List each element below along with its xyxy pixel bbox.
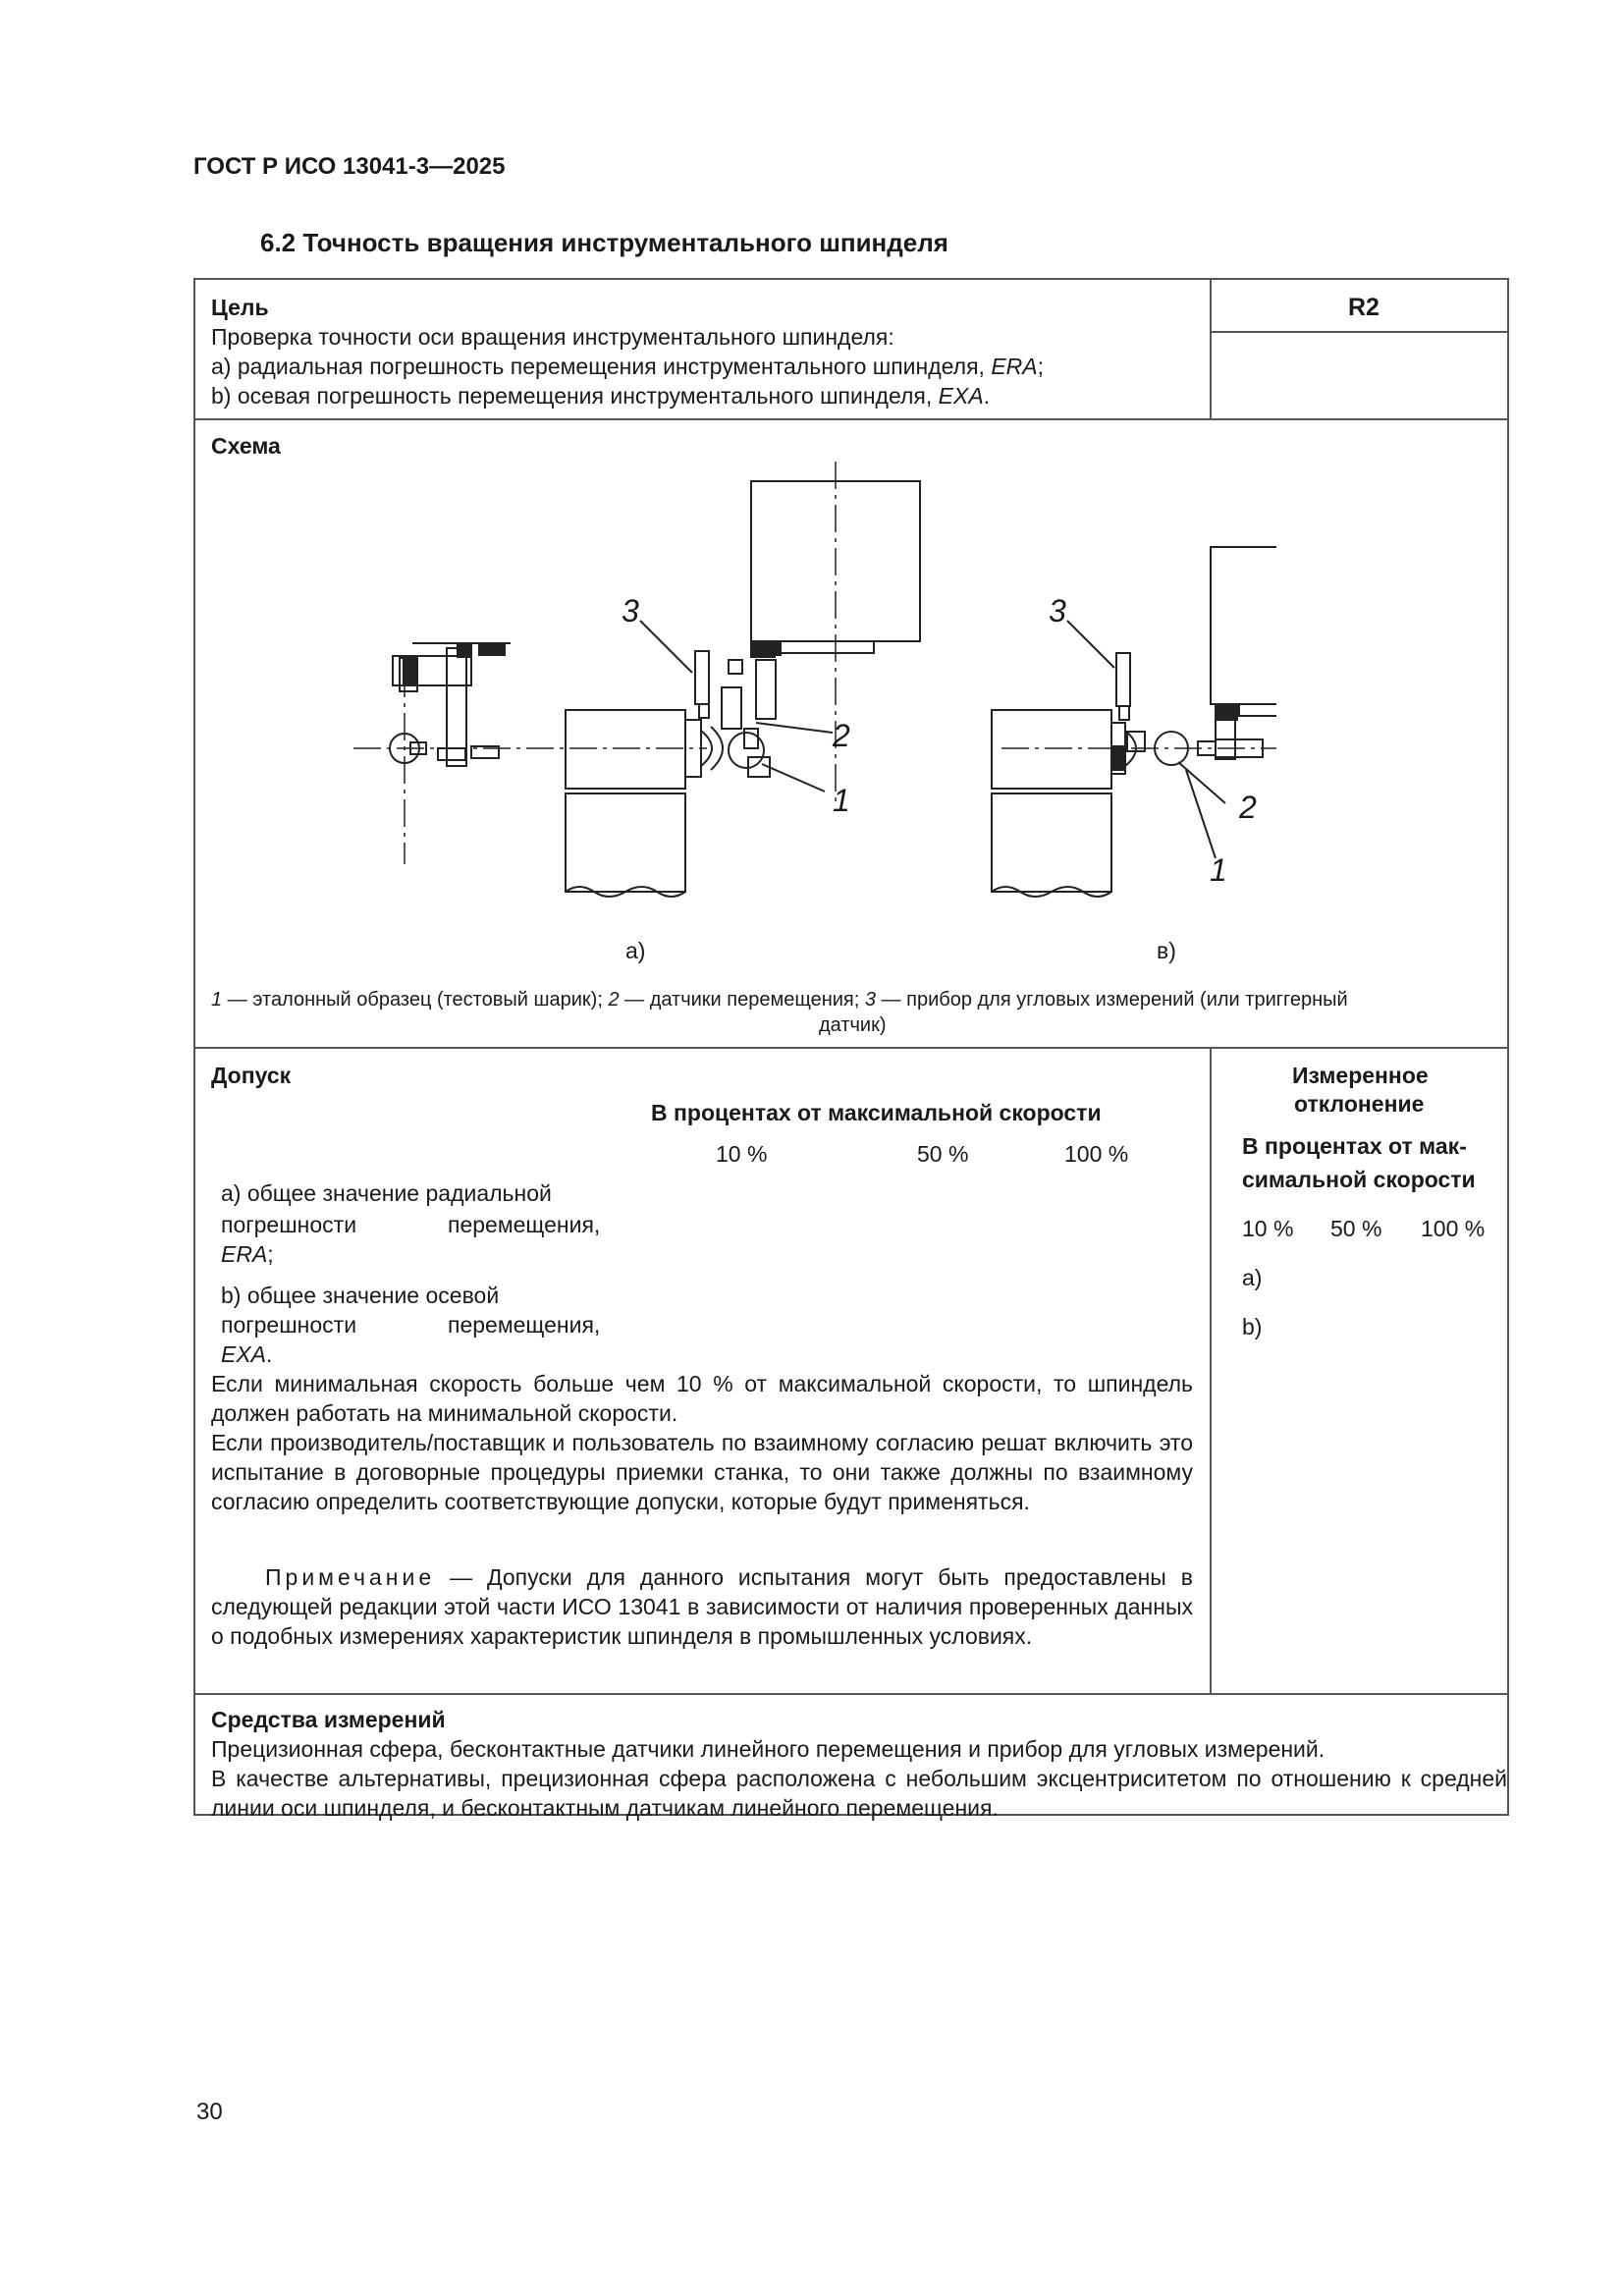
callout-1-a: 1 (833, 783, 850, 818)
measured-row-b: b) (1242, 1314, 1263, 1339)
goal-intro: Проверка точности оси вращения инструментального шпинделя: (211, 324, 894, 350)
page-number: 30 (196, 2099, 223, 2125)
scheme-legend: 1 — эталонный образец (тестовый шарик); 2 — датчики перемещения; 3 — прибор для угловых измерений (или триггерный (211, 989, 1348, 1011)
goal-row-divider (194, 418, 1508, 420)
goal-item-b: b) осевая погрешность перемещения инструментального шпинделя, EXA. (211, 383, 991, 409)
tolerance-col-100: 100 % (1064, 1141, 1129, 1167)
test-code: R2 (1348, 294, 1380, 321)
goal-item-a: а) радиальная погрешность перемещения инструментального шпинделя, ERA; (211, 354, 1045, 379)
code-cell-divider (1210, 279, 1212, 418)
tolerance-item-b-symbol: EXA. (221, 1341, 273, 1367)
goal-heading: Цель (211, 295, 269, 320)
tolerance-row-divider (194, 1693, 1508, 1695)
measured-col-50: 50 % (1330, 1216, 1382, 1241)
tolerance-item-b-line1: b) общее значение осевой (221, 1283, 500, 1308)
scheme-heading: Схема (211, 433, 281, 459)
instruments-heading: Средства измерений (211, 1707, 446, 1732)
tolerance-item-b-line2-left: погрешности (221, 1312, 357, 1338)
measured-heading-line2: отклонение (1294, 1091, 1425, 1117)
callout-2-b: 2 (1239, 790, 1257, 825)
figure-b-caption: в) (1157, 938, 1176, 963)
speed-header: В процентах от максимальной скорости (651, 1100, 1102, 1125)
tolerance-note: Примечание — Допуски для данного испытания могут быть предоставлены в следующей редакции этой части ИСО 13041 в зависимости от наличия проверенных данных о подобных измерениях характеристик шпинделя в промышленных условиях. (211, 1564, 1193, 1649)
tolerance-item-a-symbol: ERA; (221, 1241, 274, 1267)
tolerance-item-a-line1: а) общее значение радиальной (221, 1180, 552, 1206)
tolerance-column-divider (1210, 1047, 1212, 1693)
callout-2-a: 2 (833, 718, 850, 753)
tolerance-heading: Допуск (211, 1063, 292, 1088)
measured-col-10: 10 % (1242, 1216, 1294, 1241)
document-header: ГОСТ Р ИСО 13041-3—2025 (193, 153, 506, 180)
tolerance-para-agreement: Если производитель/поставщик и пользователь по взаимному согласию решат включить это испытание в договорные процедуры приемки станка, то они также должны по взаимному согласию определить соответствующие допуски, которые будут применяться. (211, 1430, 1193, 1514)
scheme-row-divider (194, 1047, 1508, 1049)
code-cell-bottom (1210, 331, 1508, 333)
measured-col-100: 100 % (1421, 1216, 1486, 1241)
measured-sub-line2: симальной скорости (1242, 1167, 1476, 1192)
measured-heading-line1: Измеренное (1292, 1063, 1429, 1088)
callout-3-a: 3 (622, 593, 639, 629)
measured-row-a: а) (1242, 1265, 1263, 1290)
tolerance-item-b-line2-right: перемещения, (448, 1312, 601, 1338)
callout-1-b: 1 (1210, 852, 1227, 888)
tolerance-para-min-speed: Если минимальная скорость больше чем 10 % от максимальной скорости, то шпиндель должен работать на минимальной скорости. (211, 1371, 1193, 1426)
measured-sub-line1: В процентах от мак- (1242, 1133, 1467, 1159)
tolerance-col-50: 50 % (917, 1141, 969, 1167)
section-title: 6.2 Точность вращения инструментального шпинделя (260, 228, 948, 257)
figure-a-caption: а) (625, 938, 646, 963)
tolerance-item-a-line2-right: перемещения, (448, 1212, 601, 1237)
scheme-legend-line2: датчик) (819, 1014, 887, 1036)
tolerance-col-10: 10 % (716, 1141, 768, 1167)
spindle-scheme-drawing (334, 447, 1276, 967)
tolerance-item-a-line2-left: погрешности (221, 1212, 357, 1237)
instruments-alternative: В качестве альтернативы, прецизионная сфера расположена с небольшим эксцентриситетом по отношению к средней линии оси шпинделя, и бесконтактным датчикам линейного перемещения. (211, 1766, 1507, 1821)
instruments-line1: Прецизионная сфера, бесконтактные датчики линейного перемещения и прибор для угловых измерений. (211, 1736, 1325, 1762)
callout-3-b: 3 (1049, 593, 1066, 629)
